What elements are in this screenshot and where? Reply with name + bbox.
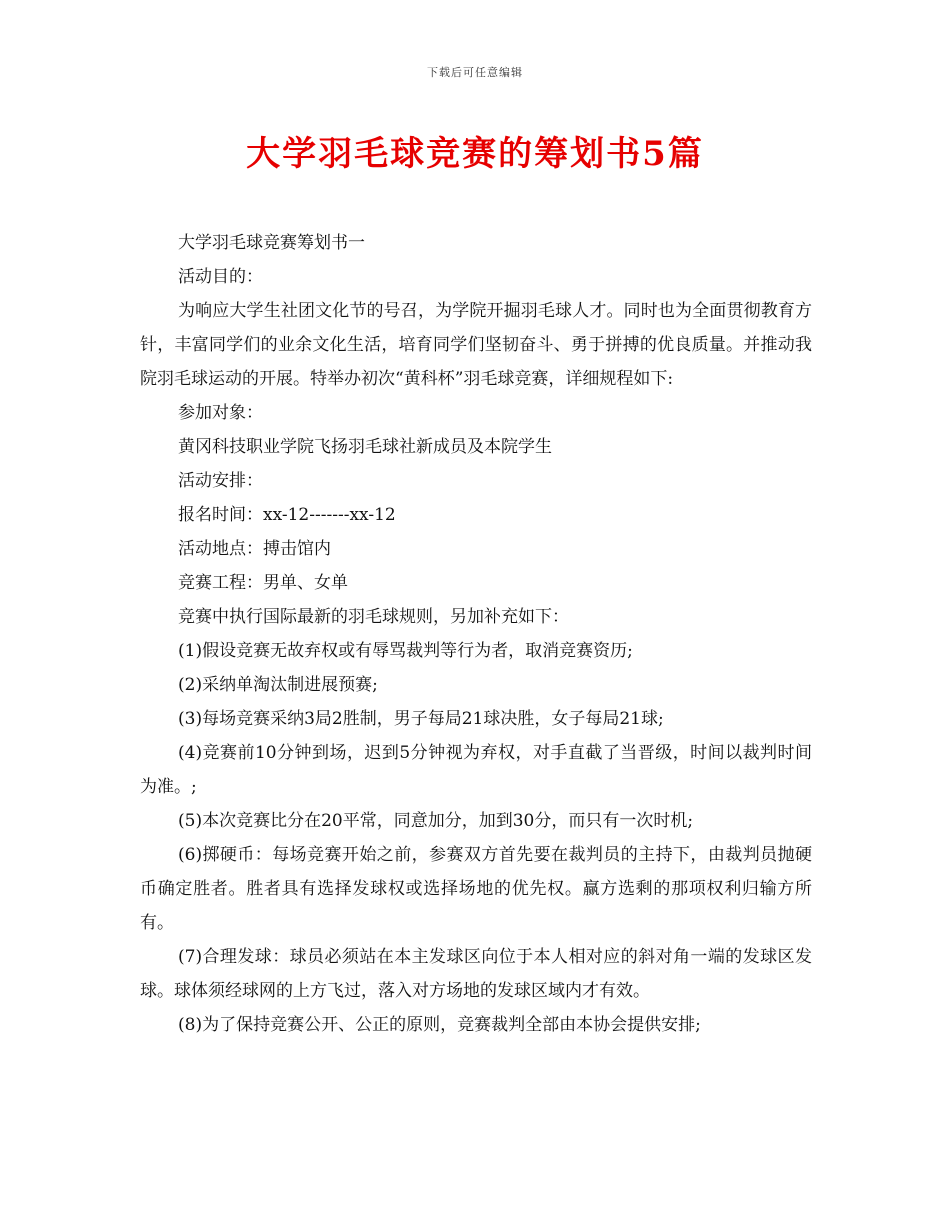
paragraph: 活动地点：搏击馆内 [178,539,331,559]
rule-item: (6)掷硬币：每场竞赛开始之前，参赛双方首先要在裁判员的主持下，由裁判员抛硬币确定胜者。胜者具有选择发球权或选择场地的优先权。赢方选剩的那项权利归输方所有。 [140,845,812,933]
rule-item: (3)每场竞赛采纳3局2胜制，男子每局21球决胜，女子每局21球; [178,709,664,729]
paragraph: 报名时间：xx-12-------xx-12 [178,505,396,525]
paragraph: 竞赛中执行国际最新的羽毛球规则，另加补充如下： [178,607,569,627]
document-body [140,226,812,1042]
rule-item: (5)本次竞赛比分在20平常，同意加分，加到30分，而只有一次时机; [178,811,694,831]
paragraph: 参加对象： [178,403,263,423]
rule-item: (2)采纳单淘汰制进展预赛; [178,675,378,695]
header-note: 下载后可任意编辑 [427,66,523,79]
rule-item: (4)竞赛前10分钟到场，迟到5分钟视为弃权，对手直截了当晋级，时间以裁判时间为准。; [140,743,812,797]
rule-item: (1)假设竞赛无故弃权或有辱骂裁判等行为者，取消竞赛资历; [178,641,633,661]
paragraph: 活动安排： [178,471,263,491]
paragraph: 活动目的： [178,267,263,287]
document-title: 大学羽毛球竞赛的筹划书5篇 [246,134,704,174]
paragraph: 竞赛工程：男单、女单 [178,573,348,593]
section-heading: 大学羽毛球竞赛筹划书一 [178,233,365,253]
paragraph: 为响应大学生社团文化节的号召，为学院开掘羽毛球人才。同时也为全面贯彻教育方针，丰富同学们的业余文化生活，培育同学们坚韧奋斗、勇于拼搏的优良质量。并推动我院羽毛球运动的开展。特举办初次“黄科杯”羽毛球竞赛，详细规程如下: [140,301,812,389]
paragraph: 黄冈科技职业学院飞扬羽毛球社新成员及本院学生 [178,437,552,457]
rule-item: (8)为了保持竞赛公开、公正的原则，竞赛裁判全部由本协会提供安排; [178,1015,701,1035]
rule-item: (7)合理发球：球员必须站在本主发球区向位于本人相对应的斜对角一端的发球区发球。球体须经球网的上方飞过，落入对方场地的发球区域内才有效。 [140,947,812,1001]
